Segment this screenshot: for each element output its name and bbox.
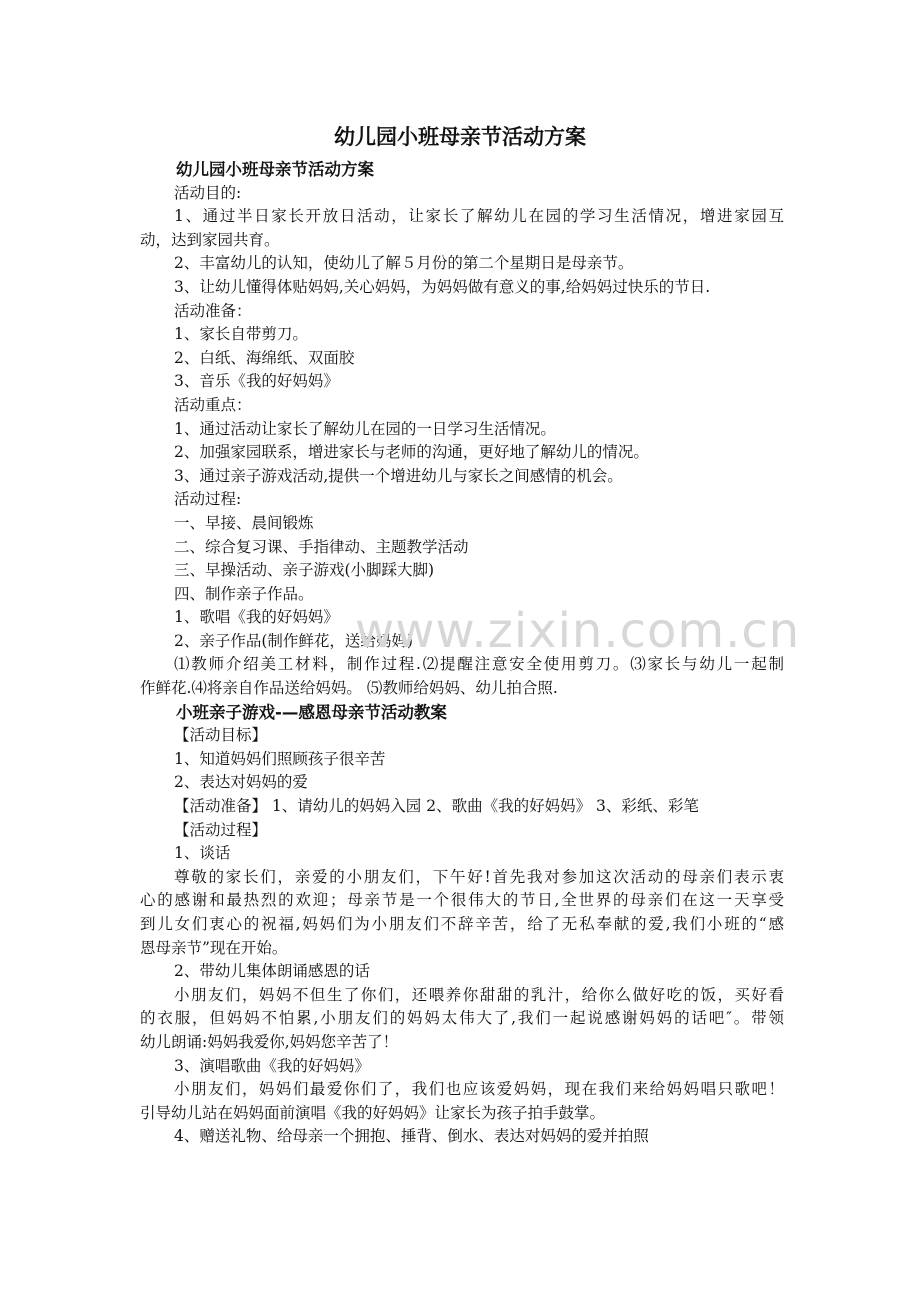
text-line: 活动过程: [174, 490, 242, 509]
text-line: 四、制作亲子作品。 [174, 584, 314, 603]
text-line: 2、表达对妈妈的爱 [174, 773, 308, 792]
text-line: 2、白纸、海绵纸、双面胶 [174, 348, 355, 367]
text-line: 1、知道妈妈们照顾孩子很辛苦 [174, 749, 386, 768]
text-line: 恩母亲节”现在开始。 [140, 938, 288, 957]
section-heading: 幼儿园小班母亲节活动方案 [176, 160, 374, 179]
text-line: 1、家长自带剪刀。 [174, 325, 308, 344]
section-heading: 小班亲子游戏-—感恩母亲节活动教案 [176, 702, 447, 722]
text-line: 4、赠送礼物、给母亲一个拥抱、捶背、倒水、表达对妈妈的爱并拍照 [174, 1127, 649, 1146]
text-line: 小朋友们，妈妈们最爱你们了，我们也应该爱妈妈，现在我们来给妈妈唱只歌吧！ [174, 1080, 784, 1099]
text-line: 幼儿朗诵:妈妈我爱你,妈妈您辛苦了！ [140, 1032, 399, 1051]
text-line: 【活动过程】 [174, 820, 268, 839]
text-line: 动，达到家园共育。 [140, 230, 280, 249]
text-line: 三、早操活动、亲子游戏(小脚踩大脚) [174, 561, 435, 580]
text-line: 二、综合复习课、手指律动、主题教学活动 [174, 537, 469, 556]
text-line: 2、带幼儿集体朗诵感恩的话 [174, 962, 370, 981]
text-line: 一、早接、晨间锻炼 [174, 513, 314, 532]
text-line: 小朋友们，妈妈不但生了你们，还喂养你甜甜的乳汁，给你么做好吃的饭，买好看 [174, 985, 784, 1004]
text-line: 尊敬的家长们，亲爱的小朋友们，下午好!首先我对参加这次活动的母亲们表示衷 [174, 867, 784, 886]
text-line: 3、让幼儿懂得体贴妈妈,关心妈妈，为妈妈做有意义的事,给妈妈过快乐的节日. [174, 277, 711, 296]
text-line: 1、通过活动让家长了解幼儿在园的一日学习生活情况。 [174, 419, 556, 438]
document-title: 幼儿园小班母亲节活动方案 [334, 125, 586, 149]
text-line: 【活动准备】 1、请幼儿的妈妈入园 2、歌曲《我的好妈妈》 3、彩纸、彩笔 [174, 797, 699, 816]
text-line: 3、演唱歌曲《我的好妈妈》 [174, 1056, 370, 1075]
watermark: www.zixin.com.cn [355, 603, 801, 659]
text-line: 的衣服，但妈妈不怕累,小朋友们的妈妈太伟大了,我们一起说感谢妈妈的话吧″。带领 [140, 1009, 784, 1028]
text-line: ⑴教师介绍美工材料，制作过程.⑵提醒注意安全使用剪刀。⑶家长与幼儿一起制 [174, 655, 784, 674]
text-line: 心的感谢和最热烈的欢迎；母亲节是一个很伟大的节日,全世界的母亲们在这一天享受 [140, 891, 784, 910]
text-line: 活动目的: [174, 183, 242, 202]
text-line: 3、音乐《我的好妈妈》 [174, 372, 339, 391]
text-line: 2、亲子作品(制作鲜花，送给妈妈) [174, 631, 413, 650]
text-line: 【活动目标】 [174, 726, 268, 745]
text-line: 1、通过半日家长开放日活动，让家长了解幼儿在园的学习生活情况，增进家园互 [174, 207, 784, 226]
text-line: 活动准备： [174, 301, 252, 320]
text-line: 3、通过亲子游戏活动,提供一个增进幼儿与家长之间感情的机会。 [174, 466, 623, 485]
text-line: 1、谈话 [174, 844, 231, 863]
text-line: 到儿女们衷心的祝福,妈妈们为小朋友们不辞辛苦，给了无私奉献的爱,我们小班的“感 [140, 915, 784, 933]
text-line: 活动重点： [174, 395, 252, 414]
text-line: 1、歌唱《我的好妈妈》 [174, 608, 339, 627]
text-line: 引导幼儿站在妈妈面前演唱《我的好妈妈》让家长为孩子拍手鼓掌。 [140, 1103, 606, 1122]
text-line: 作鲜花.⑷将亲自作品送给妈妈。 ⑸教师给妈妈、幼儿拍合照. [140, 679, 558, 698]
text-line: 2、加强家园联系，增进家长与老师的沟通，更好地了解幼儿的情况。 [174, 443, 649, 462]
text-line: 2、丰富幼儿的认知，使幼儿了解５月份的第二个星期日是母亲节。 [174, 254, 634, 273]
